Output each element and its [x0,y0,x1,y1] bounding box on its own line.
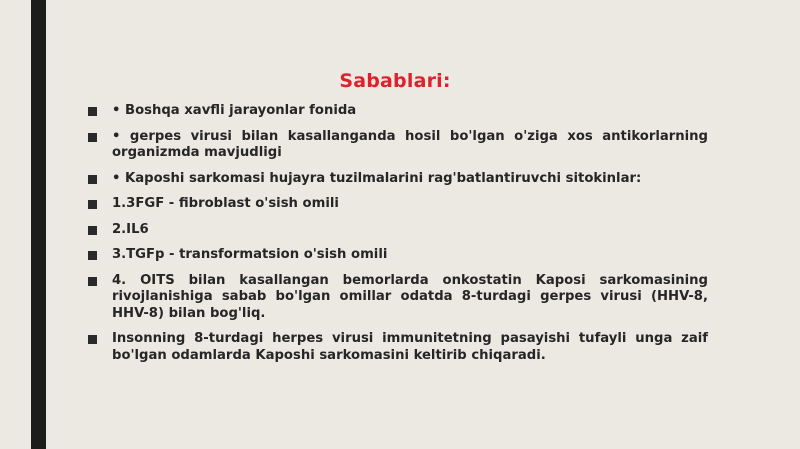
list-item-text: 3.TGFp - transformatsion o'sish omili [112,247,388,262]
slide-title: Sabablari: [339,70,451,92]
list-item [88,222,708,239]
square-bullet-icon [88,200,97,209]
square-bullet-icon [88,277,97,286]
list-item-text: • Boshqa xavfli jarayonlar fonida [112,103,357,118]
list-item [88,103,708,120]
list-item-text: 1.3FGF - fibroblast o'sish omili [112,196,339,211]
list-item [88,196,708,213]
list-item-text: 2.IL6 [112,221,149,237]
list-item [88,247,708,264]
bullet-list [88,103,708,373]
list-item [88,331,708,364]
list-item [88,273,708,323]
list-item-text: • Kaposhi sarkomasi hujayra tuzilmalarini rag'batlantiruvchi sitokinlar: [112,170,642,186]
square-bullet-icon [88,226,97,235]
square-bullet-icon [88,133,97,142]
left-accent-bar [31,0,46,449]
list-item-text: • gerpes virusi bilan kasallanganda hosil bo'lgan o'ziga xos antikorlarning organizmda mavjudligi [112,128,708,160]
square-bullet-icon [88,335,97,344]
list-item-text: Insonning 8-turdagi herpes virusi immunitetning pasayishi tufayli unga zaif bo'lgan odamlarda Kaposhi sarkomasini keltirib chiqaradi. [112,331,708,363]
square-bullet-icon [88,251,97,260]
square-bullet-icon [88,107,97,116]
square-bullet-icon [88,175,97,184]
list-item-text: 4. OITS bilan kasallangan bemorlarda onkostatin Kaposi sarkomasining rivojlanishiga sabab bo'lgan omillar odatda 8-turdagi gerpes virusi (HHV-8, HHV-8) bilan bog'liq. [112,272,708,321]
list-item [88,171,708,188]
list-item [88,129,708,162]
